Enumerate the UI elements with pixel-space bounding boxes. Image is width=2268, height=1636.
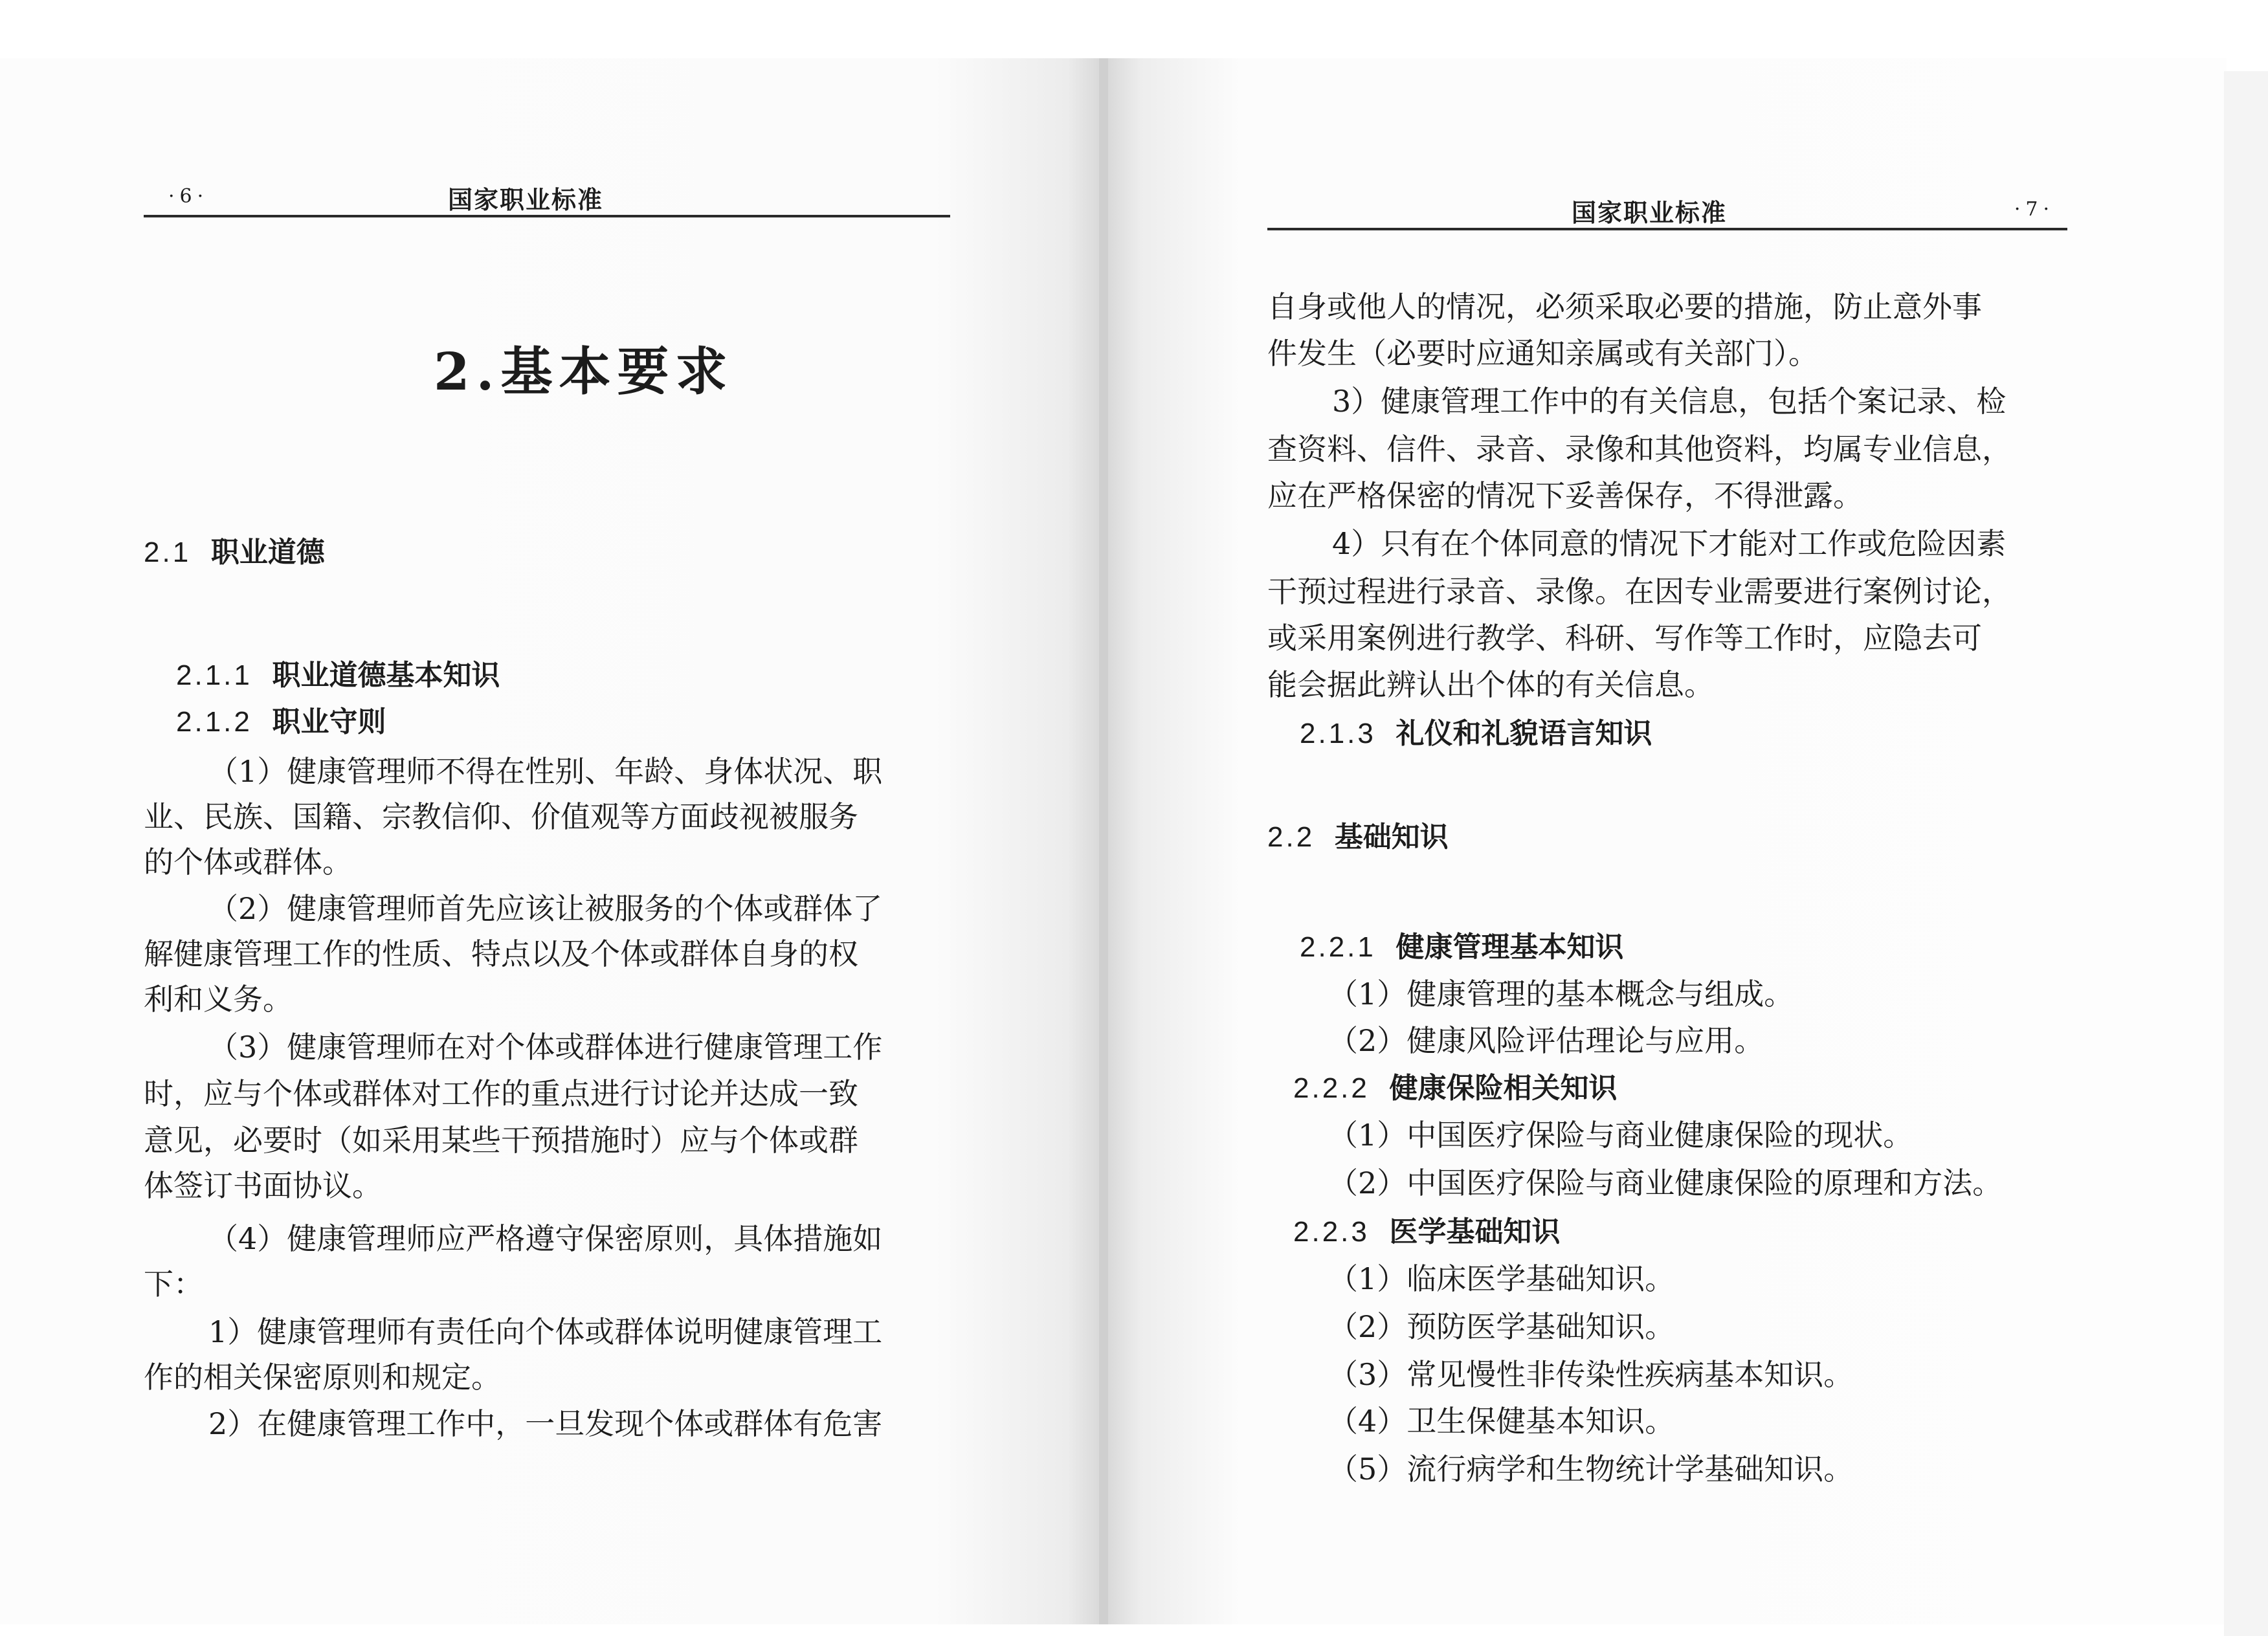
- section-heading-2-1: 2.1 职业道德: [144, 536, 325, 569]
- body-line: 件发生（必要时应通知亲属或有关部门）。: [1267, 336, 1818, 371]
- scanner-edge: [2224, 71, 2268, 1636]
- body-line: 的个体或群体。: [144, 845, 352, 879]
- list-item: （4）卫生保健基本知识。: [1328, 1404, 1675, 1439]
- body-line: 或采用案例进行教学、科研、写作等工作时，应隐去可: [1267, 621, 1982, 656]
- list-item: （2）健康风险评估理论与应用。: [1328, 1023, 1764, 1058]
- body-line: 业、民族、国籍、宗教信仰、价值观等方面歧视被服务: [144, 799, 858, 834]
- body-line: 利和义务。: [144, 982, 293, 1017]
- right-page-header: [1267, 189, 2067, 230]
- chapter-title: 2.基本要求: [434, 341, 734, 402]
- body-line: 查资料、信件、录音、录像和其他资料，均属专业信息，: [1267, 432, 2012, 467]
- section-heading-2-2-1: 2.2.1 健康管理基本知识: [1300, 931, 1624, 964]
- body-line: （4）健康管理师应严格遵守保密原则，具体措施如: [208, 1221, 883, 1256]
- list-item: （2）预防医学基础知识。: [1328, 1309, 1675, 1344]
- body-line: 4）只有在个体同意的情况下才能对工作或危险因素: [1332, 526, 2007, 561]
- section-heading-2-2-3: 2.2.3 医学基础知识: [1293, 1215, 1561, 1248]
- body-line: （2）健康管理师首先应该让被服务的个体或群体了: [208, 891, 883, 926]
- left-page-header: [144, 176, 950, 217]
- body-line: 应在严格保密的情况下妥善保存，不得泄露。: [1267, 478, 1863, 513]
- body-line: （3）健康管理师在对个体或群体进行健康管理工作: [208, 1030, 883, 1065]
- body-line: （1）健康管理师不得在性别、年龄、身体状况、职: [208, 754, 883, 789]
- section-heading-2-1-3: 2.1.3 礼仪和礼貌语言知识: [1300, 717, 1652, 750]
- list-item: （1）临床医学基础知识。: [1328, 1261, 1675, 1296]
- right-page-number: ·7·: [2014, 198, 2054, 221]
- section-heading-2-1-1: 2.1.1 职业道德基本知识: [176, 659, 500, 692]
- section-heading-2-2-2: 2.2.2 健康保险相关知识: [1293, 1072, 1618, 1105]
- body-line: 体签订书面协议。: [144, 1168, 382, 1203]
- section-heading-2-2: 2.2 基础知识: [1267, 821, 1449, 854]
- book-gutter: [1099, 58, 1108, 1624]
- list-item: （2）中国医疗保险与商业健康保险的原理和方法。: [1328, 1166, 2003, 1200]
- list-item: （5）流行病学和生物统计学基础知识。: [1328, 1452, 1854, 1487]
- list-item: （1）健康管理的基本概念与组成。: [1328, 977, 1794, 1011]
- body-line: 时，应与个体或群体对工作的重点进行讨论并达成一致: [144, 1076, 858, 1111]
- body-line: 能会据此辨认出个体的有关信息。: [1267, 667, 1714, 702]
- body-line: 自身或他人的情况，必须采取必要的措施，防止意外事: [1267, 289, 1982, 324]
- body-line: 干预过程进行录音、录像。在因专业需要进行案例讨论，: [1267, 574, 2012, 609]
- body-line: 2）在健康管理工作中，一旦发现个体或群体有危害: [208, 1406, 883, 1441]
- right-running-title: 国家职业标准: [1572, 199, 1728, 227]
- body-line: 3）健康管理工作中的有关信息，包括个案记录、检: [1332, 384, 2007, 419]
- list-item: （3）常见慢性非传染性疾病基本知识。: [1328, 1357, 1854, 1392]
- body-line: 1）健康管理师有责任向个体或群体说明健康管理工: [208, 1314, 883, 1349]
- left-page-number: ·6·: [168, 185, 209, 208]
- left-running-title: 国家职业标准: [448, 186, 604, 214]
- body-line: 下：: [144, 1266, 203, 1301]
- body-line: 作的相关保密原则和规定。: [144, 1360, 501, 1395]
- body-line: 解健康管理工作的性质、特点以及个体或群体自身的权: [144, 936, 858, 971]
- list-item: （1）中国医疗保险与商业健康保险的现状。: [1328, 1118, 1913, 1153]
- body-line: 意见，必要时（如采用某些干预措施时）应与个体或群: [144, 1123, 858, 1158]
- section-heading-2-1-2: 2.1.2 职业守则: [176, 705, 386, 738]
